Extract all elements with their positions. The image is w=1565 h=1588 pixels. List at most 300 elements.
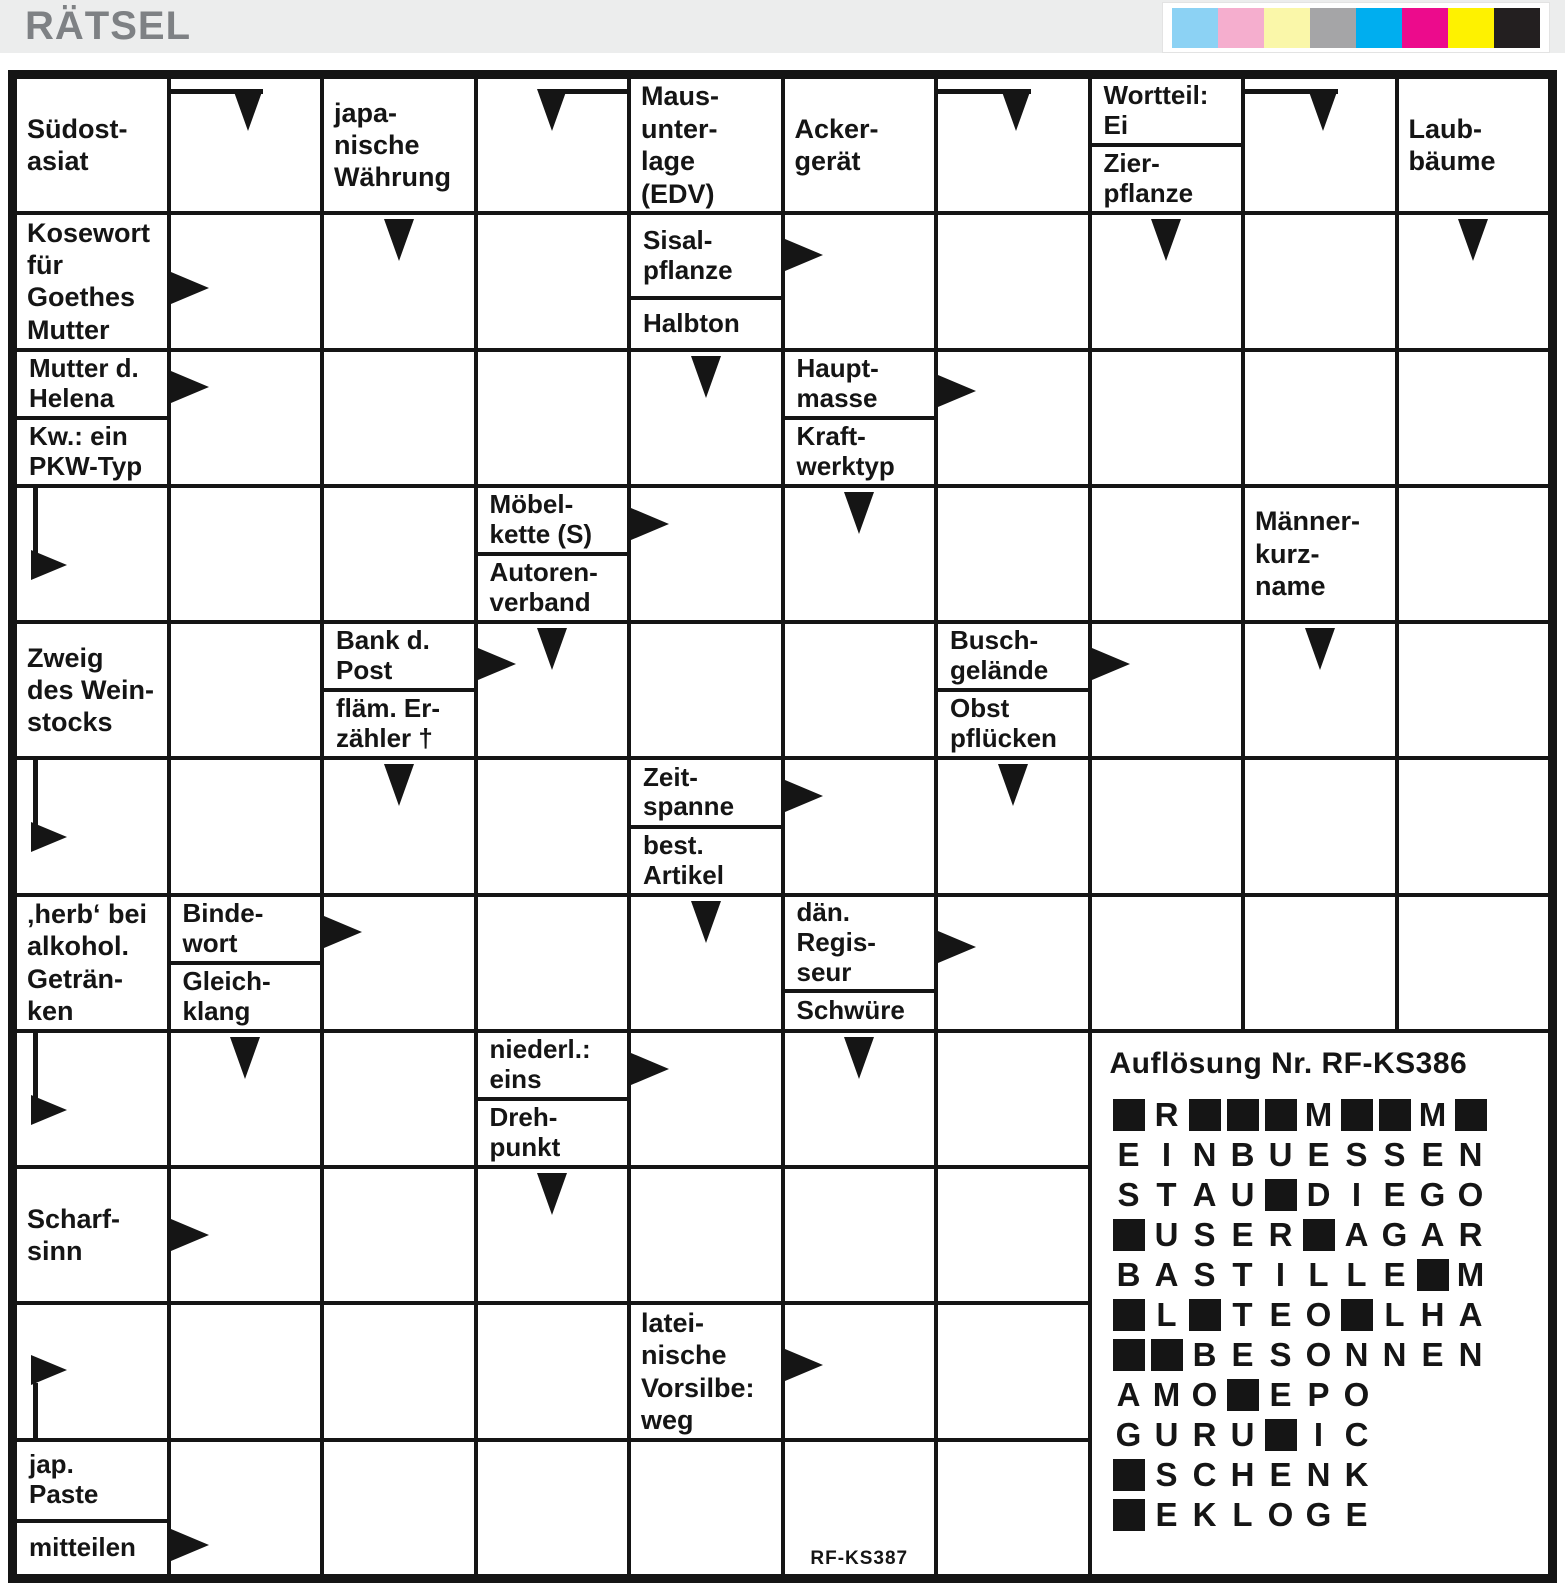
answer-cell-r6c2[interactable] [171,760,321,892]
solution-row-10 [1110,1455,1541,1495]
solution-grid [1110,1095,1541,1535]
solution-letter: H [1420,1295,1445,1333]
black-square [1189,1299,1221,1331]
clue-text: Halbton [643,307,740,338]
black-square [1341,1099,1373,1131]
clue-text: mitteilen [29,1532,136,1563]
down-arrow-icon [844,1037,874,1079]
solution-row-8 [1110,1375,1541,1415]
solution-row-2 [1110,1135,1541,1175]
solution-black-square [1338,1095,1376,1135]
clue-text: Wortteil: Ei [1103,80,1209,141]
answer-cell-r6c4[interactable] [478,760,628,892]
down-arrow-icon [233,89,263,131]
solution-letter: O [1267,1495,1294,1533]
clue-cell-r4c4 [478,488,628,620]
answer-cell-r8c2[interactable] [171,1033,321,1165]
solution-row-5 [1110,1255,1541,1295]
answer-cell-r2c6[interactable] [785,215,935,347]
answer-cell-r8c7[interactable] [938,1033,1088,1165]
clue-text: Zier- pflanze [1103,148,1194,209]
answer-cell-r2c9[interactable] [1245,215,1395,347]
solution-letter: E [1383,1255,1406,1293]
right-arrow-icon [171,1219,209,1251]
down-arrow-icon [537,89,567,131]
right-arrow-icon [631,508,669,540]
down-arrow-icon [1001,89,1031,131]
clue-text: Zweig des Wein- stocks [27,642,155,738]
answer-cell-r1c2[interactable] [171,79,321,211]
clue-top [938,624,1088,688]
solution-letter: R [1268,1215,1293,1253]
solution-letter: E [1421,1335,1444,1373]
black-square [1113,1459,1145,1491]
answer-cell-r1c4[interactable] [478,79,628,211]
down-arrow-icon [537,1173,567,1215]
solution-letter: S [1117,1175,1140,1213]
answer-cell-r6c6[interactable] [785,760,935,892]
clue-bottom [938,688,1088,756]
arrow-connector-bar [33,1383,38,1437]
clue-cell-r3c1 [17,352,167,484]
clue-top [17,352,167,416]
answer-cell-r10c4[interactable] [478,1305,628,1437]
down-arrow-icon [1151,219,1181,261]
color-swatch-1 [1172,8,1218,48]
answer-cell-r7c7[interactable] [938,897,1088,1029]
down-arrow-icon [230,1037,260,1079]
clue-text: Sisal- pflanze [643,224,733,285]
clue-cell-r1c6 [785,79,935,211]
black-square [1227,1099,1259,1131]
solution-letter: E [1383,1175,1406,1213]
answer-cell-r6c1[interactable] [17,760,167,892]
solution-letter: G [1305,1495,1332,1533]
right-arrow-icon [478,648,516,680]
solution-letter: E [1307,1135,1330,1173]
black-square [1455,1099,1487,1131]
answer-cell-r3c5[interactable] [631,352,781,484]
page-title: RÄTSEL [25,4,191,48]
clue-cell-r11c1 [17,1442,167,1574]
black-square [1113,1219,1145,1251]
clue-text: Bank d. Post [336,625,430,686]
solution-letter: U [1154,1415,1179,1453]
solution-letter: E [1269,1455,1292,1493]
answer-cell-r9c7[interactable] [938,1169,1088,1301]
solution-letter: T [1156,1175,1177,1213]
down-arrow-icon [1305,628,1335,670]
solution-letter: O [1305,1295,1332,1333]
solution-letter: L [1346,1255,1367,1293]
solution-black-square [1110,1495,1148,1535]
answer-cell-r10c6[interactable] [785,1305,935,1437]
solution-letter: G [1381,1215,1408,1253]
answer-cell-r8c5[interactable] [631,1033,781,1165]
solution-letter: R [1458,1215,1483,1253]
solution-black-square [1452,1095,1490,1135]
clue-bottom [17,416,167,484]
solution-row-11 [1110,1495,1541,1535]
black-square [1265,1179,1297,1211]
down-arrow-icon [1308,89,1338,131]
solution-black-square [1148,1335,1186,1375]
answer-cell-r3c7[interactable] [938,352,1088,484]
solution-black-square [1186,1295,1224,1335]
answer-cell-r11c3[interactable] [324,1442,474,1574]
solution-letter: E [1269,1295,1292,1333]
clue-bottom [785,416,935,484]
solution-letter: B [1192,1335,1217,1373]
clue-cell-r5c1 [17,624,167,756]
solution-box [1092,1033,1549,1574]
answer-cell-r11c2[interactable] [171,1442,321,1574]
solution-letter: L [1384,1295,1405,1333]
solution-letter: E [1155,1495,1178,1533]
solution-letter: K [1192,1495,1217,1533]
solution-letter: S [1269,1335,1292,1373]
solution-black-square [1110,1215,1148,1255]
solution-letter: I [1313,1415,1324,1453]
clue-bottom [631,825,781,893]
solution-letter: L [1308,1255,1329,1293]
clue-text: niederl.: eins [489,1034,591,1094]
solution-black-square [1376,1095,1414,1135]
answer-cell-r6c10[interactable] [1399,760,1549,892]
answer-cell-r5c9[interactable] [1245,624,1395,756]
clue-text: Laub- bäume [1408,113,1496,177]
solution-letter: N [1192,1135,1217,1173]
solution-letter: S [1383,1135,1406,1173]
solution-letter: A [1420,1215,1445,1253]
clue-text: jap. Paste [29,1449,99,1510]
answer-cell-r5c8[interactable] [1092,624,1242,756]
clue-cell-r2c1 [17,215,167,347]
answer-cell-r3c8[interactable] [1092,352,1242,484]
solution-letter: H [1230,1455,1255,1493]
answer-cell-r4c8[interactable] [1092,488,1242,620]
solution-letter: M [1456,1255,1485,1293]
clue-top [631,760,781,824]
clue-top [478,1033,628,1097]
answer-cell-r4c10[interactable] [1399,488,1549,620]
clue-bottom [478,552,628,620]
solution-black-square [1224,1375,1262,1415]
solution-row-9 [1110,1415,1541,1455]
solution-letter: M [1304,1095,1333,1133]
solution-black-square [1110,1095,1148,1135]
answer-cell-r3c2[interactable] [171,352,321,484]
down-arrow-icon [998,764,1028,806]
solution-letter: R [1154,1095,1179,1133]
solution-letter: P [1307,1375,1330,1413]
solution-letter: D [1306,1175,1331,1213]
clue-bottom [478,1097,628,1165]
clue-top [17,1442,167,1519]
color-swatch-6 [1402,8,1448,48]
clue-bottom [17,1519,167,1574]
clue-text: ‚herb‘ bei alkohol. Geträn- ken [27,898,148,1027]
clue-cell-r7c6 [785,897,935,1029]
solution-black-square [1110,1335,1148,1375]
color-swatch-3 [1264,8,1310,48]
answer-cell-r11c7[interactable] [938,1442,1088,1574]
answer-cell-r4c2[interactable] [171,488,321,620]
answer-cell-r3c9[interactable] [1245,352,1395,484]
color-swatch-4 [1310,8,1356,48]
black-square [1265,1419,1297,1451]
solution-letter: A [1192,1175,1217,1213]
solution-black-square [1262,1175,1300,1215]
right-arrow-icon [785,780,823,812]
solution-black-square [1414,1255,1452,1295]
solution-black-square [1186,1095,1224,1135]
solution-letter: U [1230,1175,1255,1213]
answer-cell-r2c7[interactable] [938,215,1088,347]
clue-text: Zeit- spanne [643,761,735,822]
answer-cell-r4c5[interactable] [631,488,781,620]
black-square [1113,1499,1145,1531]
clue-text: best. Artikel [643,829,724,890]
answer-cell-r4c3[interactable] [324,488,474,620]
answer-cell-r4c1[interactable] [17,488,167,620]
solution-black-square [1110,1295,1148,1335]
right-arrow-icon [785,239,823,271]
solution-letter: M [1418,1095,1447,1133]
solution-letter: U [1154,1215,1179,1253]
clue-cell-r9c1 [17,1169,167,1301]
clue-cell-r8c4 [478,1033,628,1165]
clue-text: Kw.: ein PKW-Typ [29,420,143,481]
color-swatch-5 [1356,8,1402,48]
black-square [1303,1219,1335,1251]
answer-cell-r5c2[interactable] [171,624,321,756]
answer-cell-r11c5[interactable] [631,1442,781,1574]
solution-letter: A [1116,1375,1141,1413]
clue-top [1092,79,1242,143]
clue-text: Männer- kurz- name [1255,506,1361,602]
black-square [1151,1339,1183,1371]
answer-cell-r8c3[interactable] [324,1033,474,1165]
answer-cell-r5c5[interactable] [631,624,781,756]
answer-cell-r7c4[interactable] [478,897,628,1029]
clue-text: Busch- gelände [950,625,1049,686]
answer-cell-r7c8[interactable] [1092,897,1242,1029]
down-arrow-icon [1458,219,1488,261]
down-arrow-icon [691,356,721,398]
solution-letter: A [1154,1255,1179,1293]
color-swatch-8 [1494,8,1540,48]
right-arrow-icon [1092,648,1130,680]
answer-cell-r11c6[interactable] [785,1442,935,1574]
clue-text: Kosewort für Goethes Mutter [27,217,151,345]
clue-text: Acker- gerät [794,113,879,177]
answer-cell-r9c2[interactable] [171,1169,321,1301]
clue-text: Maus- unter- lage (EDV) [641,81,720,209]
flag-right-arrow-icon [31,1355,67,1385]
solution-letter: S [1193,1255,1216,1293]
clue-bottom [1092,143,1242,211]
solution-row-3 [1110,1175,1541,1215]
solution-letter: E [1421,1135,1444,1173]
clue-text: Mutter d. Helena [29,352,139,413]
solution-black-square [1224,1095,1262,1135]
solution-letter: T [1232,1295,1253,1333]
answer-cell-r2c4[interactable] [478,215,628,347]
solution-letter: N [1306,1455,1331,1493]
answer-cell-r11c4[interactable] [478,1442,628,1574]
clue-text: Gleich- klang [182,965,271,1026]
clue-cell-r7c2 [171,897,321,1029]
solution-letter: B [1116,1255,1141,1293]
clue-text: Scharf- sinn [27,1203,121,1267]
answer-cell-r5c4[interactable] [478,624,628,756]
clue-text: Kraft- werktyp [796,420,895,481]
clue-cell-r3c6 [785,352,935,484]
answer-cell-r9c3[interactable] [324,1169,474,1301]
clue-cell-r1c5 [631,79,781,211]
answer-cell-r5c6[interactable] [785,624,935,756]
answer-cell-r2c2[interactable] [171,215,321,347]
black-square [1113,1339,1145,1371]
answer-cell-r7c10[interactable] [1399,897,1549,1029]
solution-black-square [1262,1095,1300,1135]
answer-cell-r6c7[interactable] [938,760,1088,892]
solution-letter: L [1232,1495,1253,1533]
clue-cell-r4c9 [1245,488,1395,620]
clue-text: Südost- asiat [27,113,128,177]
solution-black-square [1300,1215,1338,1255]
solution-letter: E [1231,1215,1254,1253]
solution-letter: E [1269,1375,1292,1413]
right-arrow-icon [171,371,209,403]
solution-letter: B [1230,1135,1255,1173]
solution-letter: E [1117,1135,1140,1173]
answer-cell-r6c8[interactable] [1092,760,1242,892]
answer-cell-r2c8[interactable] [1092,215,1242,347]
answer-cell-r3c4[interactable] [478,352,628,484]
solution-row-1 [1110,1095,1541,1135]
bent-right-arrow-icon [31,1095,67,1125]
down-arrow-icon [844,492,874,534]
answer-cell-r8c6[interactable] [785,1033,935,1165]
solution-black-square [1338,1295,1376,1335]
black-square [1417,1259,1449,1291]
right-arrow-icon [938,931,976,963]
solution-letter: G [1419,1175,1446,1213]
solution-letter: U [1230,1415,1255,1453]
clue-top [631,215,781,296]
answer-cell-r6c9[interactable] [1245,760,1395,892]
answer-cell-r3c3[interactable] [324,352,474,484]
solution-letter: T [1232,1255,1253,1293]
black-square [1379,1099,1411,1131]
right-arrow-icon [324,916,362,948]
solution-letter: R [1192,1415,1217,1453]
solution-letter: O [1191,1375,1218,1413]
puzzle-code: RF-KS387 [810,1547,909,1569]
answer-cell-r2c3[interactable] [324,215,474,347]
answer-cell-r7c3[interactable] [324,897,474,1029]
clue-cell-r2c5 [631,215,781,347]
black-square [1113,1099,1145,1131]
answer-cell-r3c10[interactable] [1399,352,1549,484]
solution-row-4 [1110,1215,1541,1255]
clue-cell-r5c7 [938,624,1088,756]
answer-cell-r4c7[interactable] [938,488,1088,620]
down-arrow-icon [537,628,567,670]
solution-row-7 [1110,1335,1541,1375]
answer-cell-r6c3[interactable] [324,760,474,892]
down-arrow-icon [384,219,414,261]
answer-cell-r7c9[interactable] [1245,897,1395,1029]
clue-text: latei- nische Vorsilbe: weg [641,1307,755,1435]
solution-letter: L [1156,1295,1177,1333]
clue-bottom [324,688,474,756]
answer-cell-r9c6[interactable] [785,1169,935,1301]
clue-text: dän. Regis- seur [796,896,876,987]
black-square [1113,1299,1145,1331]
solution-letter: N [1458,1335,1483,1373]
answer-cell-r1c9[interactable] [1245,79,1395,211]
solution-letter: S [1345,1135,1368,1173]
clue-text: Möbel- kette (S) [489,488,593,549]
solution-letter: I [1161,1135,1172,1173]
answer-cell-r8c1[interactable] [17,1033,167,1165]
solution-letter: S [1193,1215,1216,1253]
solution-letter: I [1275,1255,1286,1293]
solution-letter: K [1344,1455,1369,1493]
clue-cell-r1c8 [1092,79,1242,211]
clue-cell-r1c1 [17,79,167,211]
answer-cell-r10c1[interactable] [17,1305,167,1437]
answer-cell-r9c4[interactable] [478,1169,628,1301]
clue-cell-r6c5 [631,760,781,892]
right-arrow-icon [631,1053,669,1085]
clue-cell-r1c3 [324,79,474,211]
answer-cell-r9c5[interactable] [631,1169,781,1301]
solution-letter: E [1231,1335,1254,1373]
answer-cell-r7c5[interactable] [631,897,781,1029]
solution-black-square [1110,1455,1148,1495]
clue-bottom [171,961,321,1029]
clue-cell-r7c1 [17,897,167,1029]
clue-top [171,897,321,961]
answer-cell-r10c2[interactable] [171,1305,321,1437]
answer-cell-r10c7[interactable] [938,1305,1088,1437]
clue-text: Obst pflücken [950,693,1057,754]
answer-cell-r10c3[interactable] [324,1305,474,1437]
answer-cell-r1c7[interactable] [938,79,1088,211]
crossword-grid [8,70,1557,1583]
solution-letter: A [1458,1295,1483,1333]
answer-cell-r2c10[interactable] [1399,215,1549,347]
solution-letter: E [1345,1495,1368,1533]
solution-row-6 [1110,1295,1541,1335]
answer-cell-r4c6[interactable] [785,488,935,620]
color-swatch-2 [1218,8,1264,48]
solution-black-square [1262,1415,1300,1455]
clue-text: Schwüre [796,995,905,1025]
solution-letter: S [1155,1455,1178,1493]
answer-cell-r5c10[interactable] [1399,624,1549,756]
black-square [1189,1099,1221,1131]
clue-top [478,488,628,552]
clue-cell-r10c5 [631,1305,781,1437]
right-arrow-icon [938,375,976,407]
down-arrow-icon [384,764,414,806]
print-color-calibration-bar [1163,3,1549,52]
